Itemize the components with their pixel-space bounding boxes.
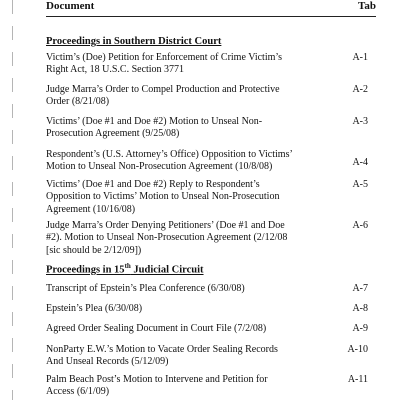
entry-a3 <box>46 116 376 141</box>
tab-column-header: Tab <box>358 0 376 12</box>
table-header <box>46 0 376 18</box>
entry-tab: A-2 <box>352 84 368 95</box>
entry-tab: A-11 <box>347 374 368 385</box>
entry-a2 <box>46 84 376 109</box>
entry-a1 <box>46 52 376 77</box>
entry-a5 <box>46 179 376 216</box>
left-margin-line <box>12 0 13 400</box>
header-rule <box>46 16 376 17</box>
entry-text: Victim’s (Doe) Petition for Enforcement of Crime Victim’s Right Act, 18 U.S.C. Section 3771 <box>46 52 283 76</box>
entry-tab: A-6 <box>352 220 368 231</box>
entry-a4 <box>46 149 376 174</box>
entry-text: Agreed Order Sealing Document in Court File (7/2/08) <box>46 323 267 334</box>
entry-text: Victims’ (Doe #1 and Doe #2) Reply to Respondent’s Opposition to Victims’ Motion to Unseal Non-Prosecution Agreement (10/16/08) <box>46 179 280 215</box>
entry-a7 <box>46 283 376 295</box>
entry-text: NonParty E.W.’s Motion to Vacate Order Sealing Records And Unseal Records (5/12/09) <box>46 344 278 368</box>
entry-text: Respondent’s (U.S. Attorney’s Office) Opposition to Victims’ Motion to Unseal Non-Prosecution Agreement (10/8/08) <box>46 149 293 173</box>
entry-tab: A-7 <box>352 283 368 294</box>
entry-a9 <box>46 323 376 335</box>
entry-tab: A-10 <box>347 344 368 355</box>
entry-text: Epstein’s Plea (6/30/08) <box>46 303 143 314</box>
entry-text: Judge Marra’s Order to Compel Production and Protective Order (8/21/08) <box>46 84 280 108</box>
entry-tab: A-3 <box>352 116 368 127</box>
section-heading-southern-district: Proceedings in Southern District Court <box>46 36 222 47</box>
entry-a11 <box>46 374 376 399</box>
section-heading-15th-judicial-circuit: Proceedings in 15th Judicial Circuit <box>46 262 204 276</box>
entry-text: Victims’ (Doe #1 and Doe #2) Motion to Unseal Non-Prosecution Agreement (9/25/08) <box>46 116 263 140</box>
entry-tab: A-8 <box>352 303 368 314</box>
entry-a6 <box>46 220 376 257</box>
entry-tab: A-4 <box>352 157 368 168</box>
entry-text: Transcript of Epstein’s Plea Conference (6/30/08) <box>46 283 245 294</box>
document-column-header: Document <box>46 0 95 12</box>
entry-a8 <box>46 303 376 315</box>
entry-a10 <box>46 344 376 369</box>
entry-tab: A-9 <box>352 323 368 334</box>
entry-tab: A-1 <box>352 52 368 63</box>
entry-tab: A-5 <box>352 179 368 190</box>
entry-text: Judge Marra’s Order Denying Petitioners’ (Doe #1 and Doe #2). Motion to Unseal Non-Prosecution Agreement (2/12/08 [sic should be 2/12/09]) <box>46 220 288 256</box>
entry-text: Palm Beach Post’s Motion to Intervene and Petition for Access (6/1/09) <box>46 374 268 398</box>
